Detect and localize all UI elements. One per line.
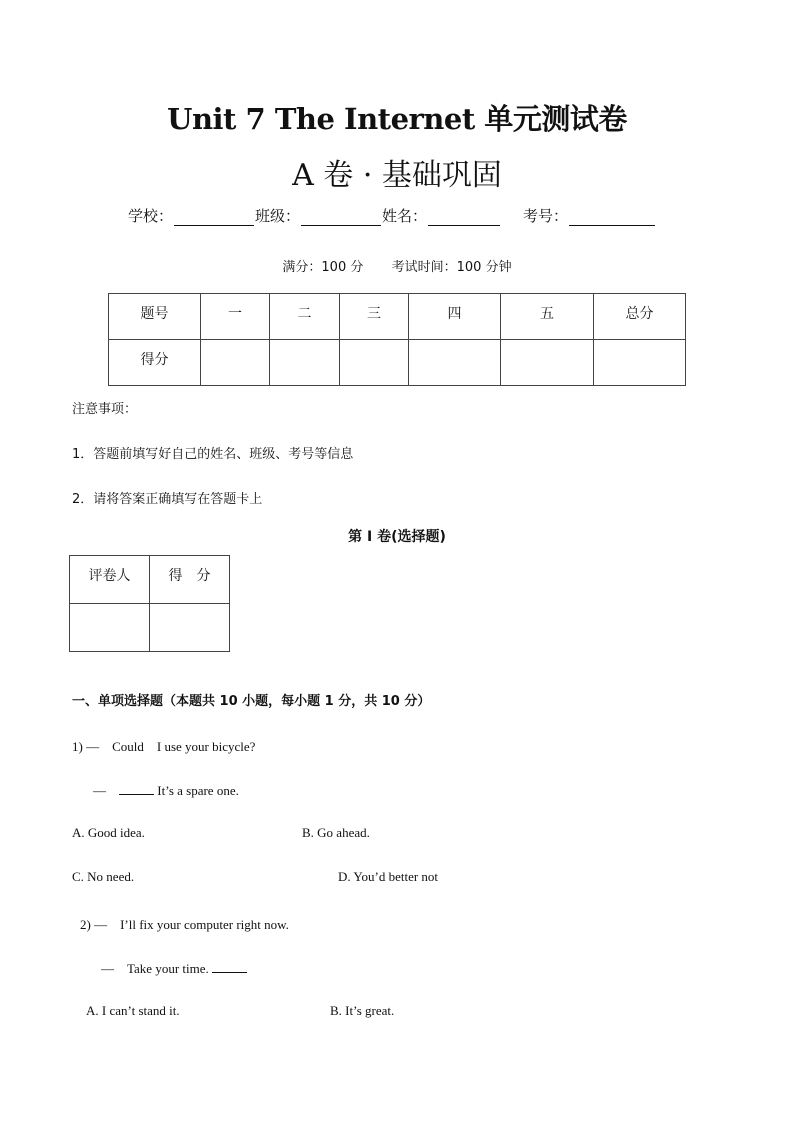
question-1-line2-text: It’s a spare one. bbox=[154, 783, 239, 798]
page-subtitle: A 卷 · 基础巩固 bbox=[292, 158, 502, 193]
school-label: 学校： bbox=[128, 207, 174, 225]
grader-table bbox=[69, 555, 230, 652]
score-row-label: 得分 bbox=[109, 340, 201, 386]
name-label: 姓名： bbox=[382, 207, 428, 225]
page-title: Unit 7 The Internet 单元测试卷 bbox=[167, 102, 627, 136]
question-2-line2 bbox=[101, 958, 247, 977]
exam-number-label: 考号： bbox=[523, 207, 569, 225]
answer-blank[interactable] bbox=[119, 782, 154, 795]
score-table-score-row bbox=[109, 340, 686, 386]
option-a[interactable]: A. I can’t stand it. bbox=[86, 1003, 180, 1018]
score-table bbox=[108, 293, 686, 386]
section-title: 第 I 卷(选择题) bbox=[348, 529, 446, 545]
notes-title: 注意事项： bbox=[72, 402, 138, 417]
score-input-cell[interactable] bbox=[594, 340, 686, 386]
option-c[interactable]: C. No need. bbox=[72, 869, 135, 884]
note-item: 2．请将答案正确填写在答题卡上 bbox=[72, 492, 263, 507]
grader-header-cell: 评卷人 bbox=[70, 556, 150, 604]
score-input-cell[interactable] bbox=[409, 340, 501, 386]
grader-input-cell[interactable] bbox=[70, 604, 150, 652]
question-2-line1: 2) — I’ll fix your computer right now. bbox=[80, 917, 289, 932]
dash: — bbox=[93, 783, 120, 798]
name-field[interactable] bbox=[428, 209, 500, 226]
class-label: 班级： bbox=[255, 207, 301, 225]
exam-time: 考试时间：100 分钟 bbox=[391, 260, 512, 275]
option-b[interactable]: B. Go ahead. bbox=[302, 825, 370, 840]
score-cell: 一 bbox=[201, 294, 270, 340]
score-input-cell[interactable] bbox=[501, 340, 594, 386]
score-cell: 总分 bbox=[594, 294, 686, 340]
score-cell: 四 bbox=[409, 294, 501, 340]
note-item: 1．答题前填写好自己的姓名、班级、考号等信息 bbox=[72, 447, 354, 462]
score-cell: 二 bbox=[270, 294, 340, 340]
question-2-line2-text: — Take your time. bbox=[101, 961, 213, 976]
question-1-line1: 1) — Could I use your bicycle? bbox=[72, 739, 256, 754]
school-field[interactable] bbox=[174, 209, 254, 226]
score-table-header-row bbox=[109, 294, 686, 340]
student-info-row bbox=[128, 205, 656, 226]
grader-input-cell[interactable] bbox=[150, 604, 230, 652]
option-d[interactable]: D. You’d better not bbox=[338, 869, 439, 884]
question-1-line2 bbox=[93, 780, 239, 799]
score-input-cell[interactable] bbox=[201, 340, 270, 386]
score-input-cell[interactable] bbox=[270, 340, 340, 386]
exam-number-field[interactable] bbox=[569, 209, 655, 226]
option-b[interactable]: B. It’s great. bbox=[330, 1003, 395, 1018]
score-cell: 题号 bbox=[109, 294, 201, 340]
part-title: 一、单项选择题（本题共 10 小题，每小题 1 分，共 10 分） bbox=[72, 694, 431, 709]
score-input-cell[interactable] bbox=[340, 340, 409, 386]
score-cell: 三 bbox=[340, 294, 409, 340]
answer-blank[interactable] bbox=[212, 960, 247, 973]
grader-header-cell: 得 分 bbox=[150, 556, 230, 604]
score-cell: 五 bbox=[501, 294, 594, 340]
full-score: 满分：100 分 bbox=[282, 260, 364, 275]
option-a[interactable]: A. Good idea. bbox=[72, 825, 145, 840]
class-field[interactable] bbox=[301, 209, 381, 226]
exam-meta bbox=[0, 256, 794, 275]
